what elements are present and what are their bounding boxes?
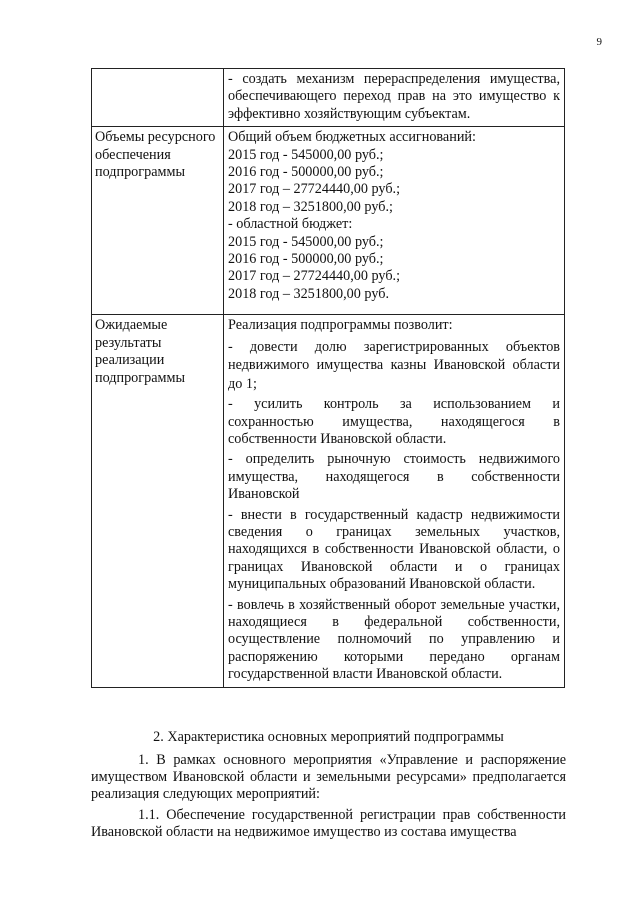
table-row [92,315,565,687]
row-content [224,69,565,127]
content-line: 2016 год - 500000,00 руб.; [228,251,384,268]
table-row [92,127,565,315]
paragraph: 1.1. Обеспечение государственной регистрации прав собственности Ивановской области на недвижимое имущество из состава имущества [91,807,566,840]
content-line: 2015 год - 545000,00 руб.; [228,146,384,163]
table-row [92,69,565,127]
content-line: - областной бюджет: [228,216,353,233]
content-line: Реализация подпрограммы позволит: [228,317,453,334]
content-line: - усилить контроль за использованием и сохранностью имущества, находящегося в собственности Ивановской области. [228,396,560,447]
content-line: 2016 год - 500000,00 руб.; [228,164,384,181]
spacer [228,303,560,311]
content-line: - довести долю зарегистрированных объектов недвижимого имущества казны Ивановской области до 1; [228,338,560,392]
row-label [92,69,224,127]
row-content [224,127,565,315]
content-line: - определить рыночную стоимость недвижимого имущества, находящегося в собственности Ивановской [228,451,560,503]
paragraph: 1. В рамках основного мероприятия «Управление и распоряжение имуществом Ивановской области и земельными ресурсами» предполагается реализация следующих мероприятий: [91,752,566,802]
content-line: Общий объем бюджетных ассигнований: [228,129,476,146]
content-line: 2018 год – 3251800,00 руб. [228,285,389,302]
section-title: 2. Характеристика основных мероприятий подпрограммы [153,729,504,745]
page-number: 9 [596,36,602,48]
content-line: 2018 год – 3251800,00 руб.; [228,198,393,215]
content-line: - создать механизм перераспределения имущества, обеспечивающего переход прав на это имущество к эффективно хозяйствующим субъектам. [228,71,560,122]
row-label: Объемы ресурсного обеспечения подпрограммы [92,127,224,315]
content-line: - внести в государственный кадастр недвижимости сведения о границах земельных участков, находящихся в собственности Ивановской области, о границах Ивановской области и о границах муниципальных образований Ивановской области. [228,506,560,593]
content-line: 2017 год – 27724440,00 руб.; [228,181,401,198]
section-body [91,752,566,845]
row-label: Ожидаемые результаты реализации подпрограммы [92,315,224,687]
content-line: 2017 год – 27724440,00 руб.; [228,268,401,285]
content-line: - вовлечь в хозяйственный оборот земельные участки, находящиеся в федеральной собственности, осуществление полномочий по управлению и распоряжению которыми передано органам государственной власти Ивановской области. [228,596,560,683]
subprogram-passport-table [91,68,565,688]
content-line: 2015 год - 545000,00 руб.; [228,233,384,250]
row-content [224,315,565,687]
